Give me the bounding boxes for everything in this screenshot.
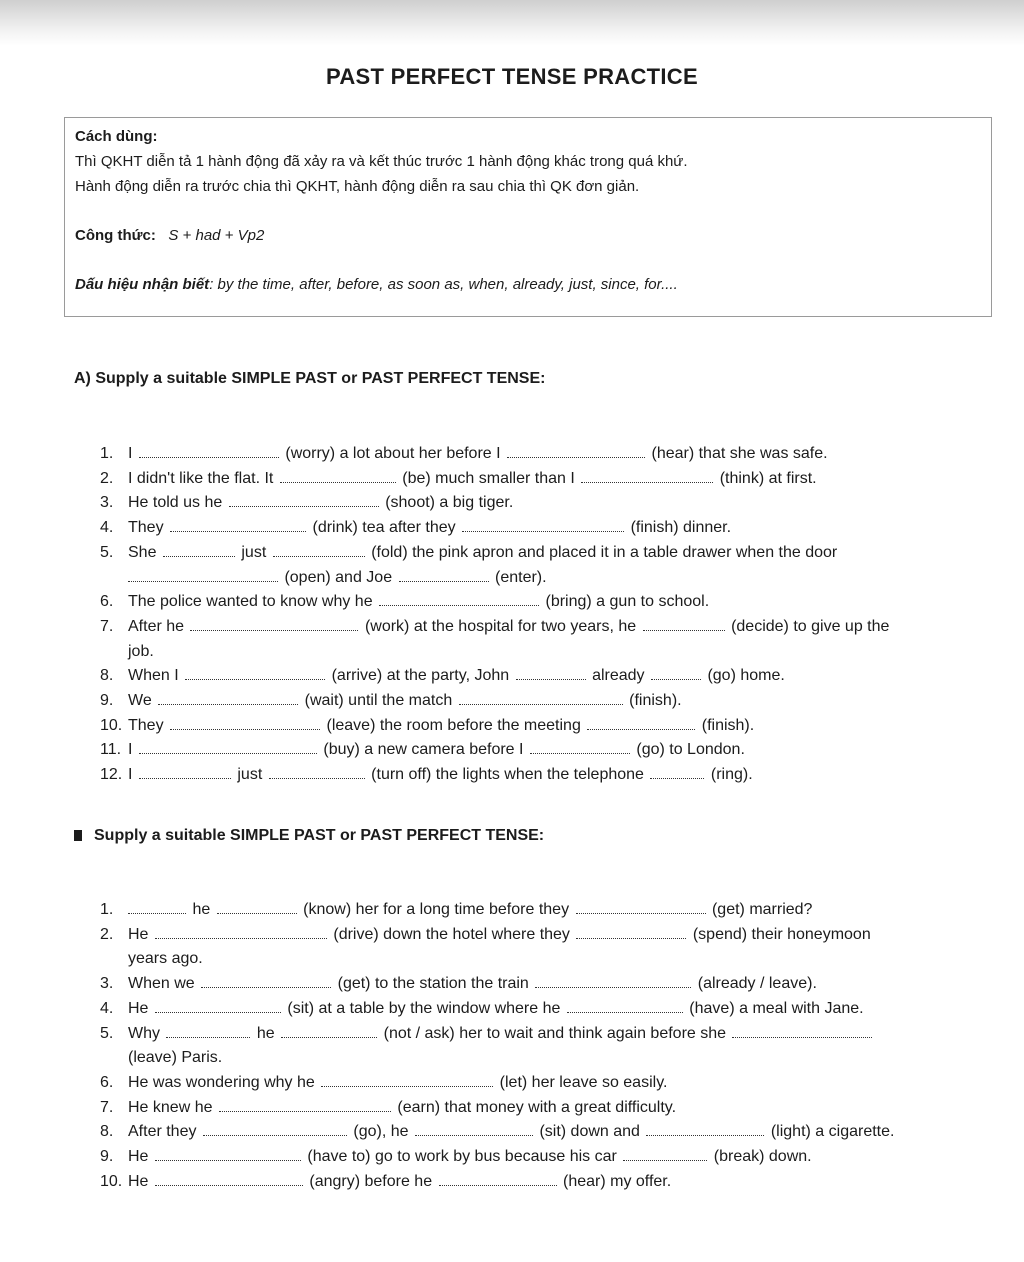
formula: S + had + Vp2: [168, 227, 265, 244]
answer-blank[interactable]: [516, 665, 586, 680]
answer-blank[interactable]: [535, 973, 691, 988]
answer-blank[interactable]: [379, 591, 539, 606]
answer-blank[interactable]: [128, 567, 278, 582]
answer-blank[interactable]: [587, 715, 695, 730]
answer-blank[interactable]: [650, 764, 704, 779]
list-item: 5. She just (fold) the pink apron and placed it in a table drawer when the door (open) and Joe (enter).: [100, 543, 838, 586]
section-b-list: [100, 898, 990, 1194]
answer-blank[interactable]: [581, 468, 713, 483]
answer-blank[interactable]: [201, 973, 331, 988]
list-item: 3. When we (get) to the station the train (already / leave).: [100, 975, 817, 993]
list-item: 1. I (worry) a lot about her before I (hear) that she was safe.: [100, 445, 828, 462]
list-item: 11. I (buy) a new camera before I (go) to London.: [100, 741, 745, 759]
answer-blank[interactable]: [459, 690, 623, 705]
page-title: PAST PERFECT TENSE PRACTICE: [326, 64, 698, 89]
list-item: 9. We (wait) until the match (finish).: [100, 692, 682, 710]
signs-text: : by the time, after, before, as soon as, when, already, just, since, for....: [209, 276, 678, 293]
section-a-list: [100, 442, 990, 788]
list-item: 9. He (have to) go to work by bus because his car (break) down.: [100, 1148, 812, 1166]
list-item: 10. He (angry) before he (hear) my offer.: [100, 1172, 672, 1190]
answer-blank[interactable]: [646, 1121, 764, 1136]
list-item: 1. he (know) her for a long time before they (get) married?: [100, 901, 813, 918]
signs-label: Dấu hiệu nhận biết: [75, 276, 210, 293]
answer-blank[interactable]: [155, 998, 281, 1013]
section-b-heading: Supply a suitable SIMPLE PAST or PAST PERFECT TENSE:: [74, 827, 544, 845]
section-a-heading: A) Supply a suitable SIMPLE PAST or PAST PERFECT TENSE:: [74, 370, 546, 387]
answer-blank[interactable]: [507, 443, 645, 458]
list-item: 8. When I (arrive) at the party, John already (go) home.: [100, 667, 785, 685]
list-item: 7. After he (work) at the hospital for two years, he (decide) to give up the job.: [100, 617, 890, 660]
formula-label: Công thức:: [75, 227, 156, 244]
list-item: 6. He was wondering why he (let) her leave so easily.: [100, 1073, 668, 1091]
list-item: 8. After they (go), he (sit) down and (light) a cigarette.: [100, 1123, 895, 1141]
answer-blank[interactable]: [170, 517, 306, 532]
list-item: 2. I didn't like the flat. It (be) much smaller than I (think) at first.: [100, 469, 817, 487]
answer-blank[interactable]: [269, 764, 365, 779]
list-item: 4. They (drink) tea after they (finish) dinner.: [100, 519, 732, 537]
answer-blank[interactable]: [155, 924, 327, 939]
answer-blank[interactable]: [415, 1121, 533, 1136]
answer-blank[interactable]: [217, 899, 297, 914]
answer-blank[interactable]: [623, 1146, 707, 1161]
answer-blank[interactable]: [185, 665, 325, 680]
list-item: 5. Why he (not / ask) her to wait and think again before she (leave) Paris.: [100, 1022, 990, 1071]
answer-blank[interactable]: [643, 616, 725, 631]
answer-blank[interactable]: [439, 1171, 557, 1186]
answer-blank[interactable]: [567, 998, 683, 1013]
usage-box: [64, 117, 992, 317]
answer-blank[interactable]: [732, 1023, 872, 1038]
list-item: 2. He (drive) down the hotel where they (spend) their honeymoon years ago.: [100, 925, 871, 968]
answer-blank[interactable]: [462, 517, 624, 532]
list-item: 10. They (leave) the room before the meeting (finish).: [100, 716, 755, 734]
usage-heading: Cách dùng:: [75, 128, 158, 145]
answer-blank[interactable]: [280, 468, 396, 483]
answer-blank[interactable]: [139, 739, 317, 754]
answer-blank[interactable]: [139, 764, 231, 779]
answer-blank[interactable]: [281, 1023, 377, 1038]
answer-blank[interactable]: [399, 567, 489, 582]
usage-line-2: Hành động diễn ra trước chia thì QKHT, hành động diễn ra sau chia thì QK đơn giản.: [75, 178, 640, 195]
answer-blank[interactable]: [139, 443, 279, 458]
answer-blank[interactable]: [651, 665, 701, 680]
answer-blank[interactable]: [170, 715, 320, 730]
square-bullet-icon: [74, 830, 82, 841]
list-item: 3. He told us he (shoot) a big tiger.: [100, 494, 514, 512]
answer-blank[interactable]: [155, 1146, 301, 1161]
answer-blank[interactable]: [155, 1171, 303, 1186]
top-shadow: [0, 0, 1024, 46]
answer-blank[interactable]: [530, 739, 630, 754]
answer-blank[interactable]: [163, 542, 235, 557]
answer-blank[interactable]: [158, 690, 298, 705]
answer-blank[interactable]: [166, 1023, 250, 1038]
answer-blank[interactable]: [321, 1072, 493, 1087]
list-item: 6. The police wanted to know why he (bring) a gun to school.: [100, 593, 710, 611]
usage-line-1: Thì QKHT diễn tả 1 hành động đã xảy ra và kết thúc trước 1 hành động khác trong quá khứ.: [75, 153, 688, 170]
signs-line: [75, 272, 981, 297]
answer-blank[interactable]: [203, 1121, 347, 1136]
formula-line: [75, 223, 981, 248]
answer-blank[interactable]: [273, 542, 365, 557]
list-item: 7. He knew he (earn) that money with a great difficulty.: [100, 1098, 677, 1116]
answer-blank[interactable]: [190, 616, 358, 631]
answer-blank[interactable]: [219, 1097, 391, 1112]
answer-blank[interactable]: [576, 924, 686, 939]
list-item: 4. He (sit) at a table by the window where he (have) a meal with Jane.: [100, 999, 864, 1017]
answer-blank[interactable]: [576, 899, 706, 914]
list-item: 12. I just (turn off) the lights when the telephone (ring).: [100, 766, 753, 784]
answer-blank[interactable]: [128, 899, 186, 914]
answer-blank[interactable]: [229, 492, 379, 507]
